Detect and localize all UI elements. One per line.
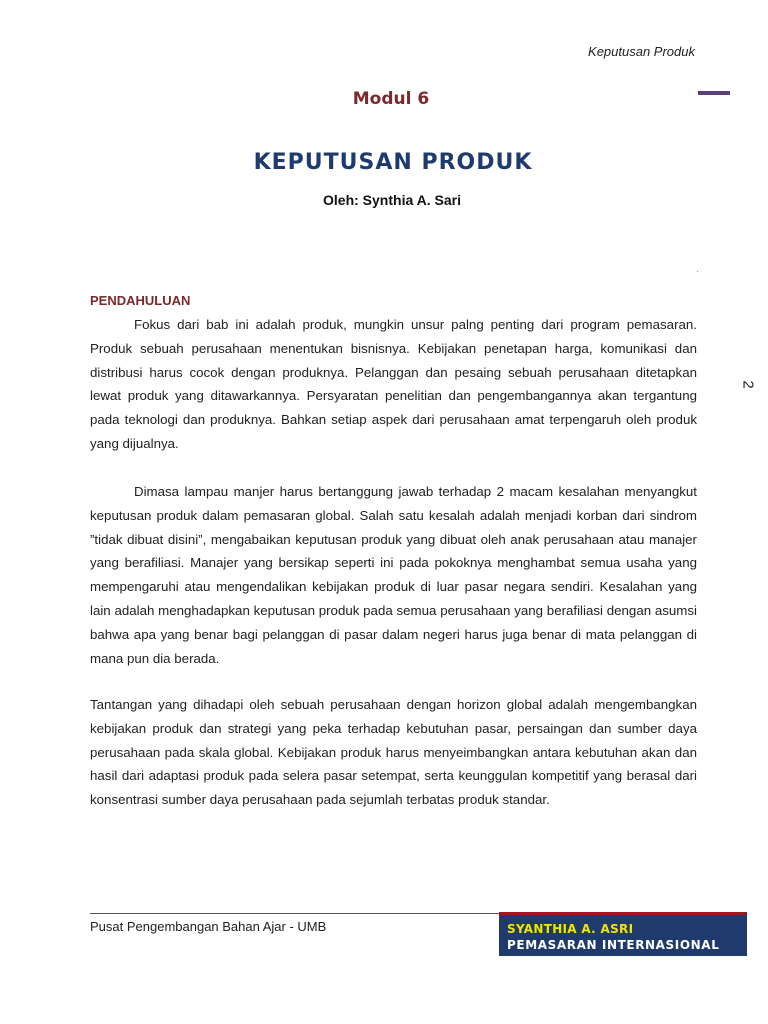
author-line: Oleh: Synthia A. Sari	[323, 192, 461, 208]
footer-author-box	[499, 912, 747, 956]
running-header-title: Keputusan Produk	[588, 44, 695, 59]
footer-publisher: Pusat Pengembangan Bahan Ajar - UMB	[90, 919, 327, 934]
decorative-dot	[697, 271, 698, 272]
module-label: Modul 6	[352, 89, 430, 109]
paragraph-1: Fokus dari bab ini adalah produk, mungkin unsur palng penting dari program pemasaran. Produk sebuah perusahaan menentukan bisnisnya. Kebijakan penetapan harga, komunikasi dan distribusi harus cocok dengan produknya. Pelanggan dan pesaing sebuah perusahaan ditetapkan lewat produk yang ditawarkannya. Persyaratan penelitian dan pengembangannya akan tergantung pada teknologi dan produknya. Bahkan setiap aspek dari perusahaan amat terpengaruh oleh produk yang dijualnya.	[90, 317, 697, 451]
footer-author-name: SYANTHIA A. ASRI	[507, 922, 634, 936]
page-title: KEPUTUSAN PRODUK	[253, 150, 533, 175]
paragraph-3: Tantangan yang dihadapi oleh sebuah perusahaan dengan horizon global adalah mengembangkan kebijakan produk dan strategi yang peka terhadap kebutuhan pasar, persaingan dan sumber daya perusahaan pada skala global. Kebijakan produk harus menyeimbangkan antara kebutuhan akan dan hasil dari adaptasi produk pada selera pasar setempat, serta keunggulan kompetitif yang berasal dari konsentrasi sumber daya perusahaan pada sejumlah terbatas produk standar.	[90, 697, 697, 808]
page-number: 2	[739, 380, 757, 389]
footer-divider	[90, 913, 500, 914]
paragraph-2: Dimasa lampau manjer harus bertanggung jawab terhadap 2 macam kesalahan menyangkut keputusan produk dalam pemasaran global. Salah satu kesalah adalah menjadi korban dari sindrom ”tidak dibuat disini”, mengabaikan keputusan produk yang dibuat oleh anak perusahaan atau manajer yang berafiliasi. Manajer yang bersikap seperti ini pada pokoknya menghambat semua usaha yang mempengaruhi atau mengendalikan kebijakan produk di luar pasar negara sendiri. Kesalahan yang lain adalah menghadapkan keputusan produk pada semua perusahaan yang berafiliasi dengan asumsi bahwa apa yang benar bagi pelanggan di pasar dalam negeri harus juga benar di mata pelanggan di mana pun dia berada.	[90, 484, 697, 666]
section-heading: PENDAHULUAN	[90, 293, 191, 308]
footer-course-name: PEMASARAN INTERNASIONAL	[507, 938, 720, 952]
